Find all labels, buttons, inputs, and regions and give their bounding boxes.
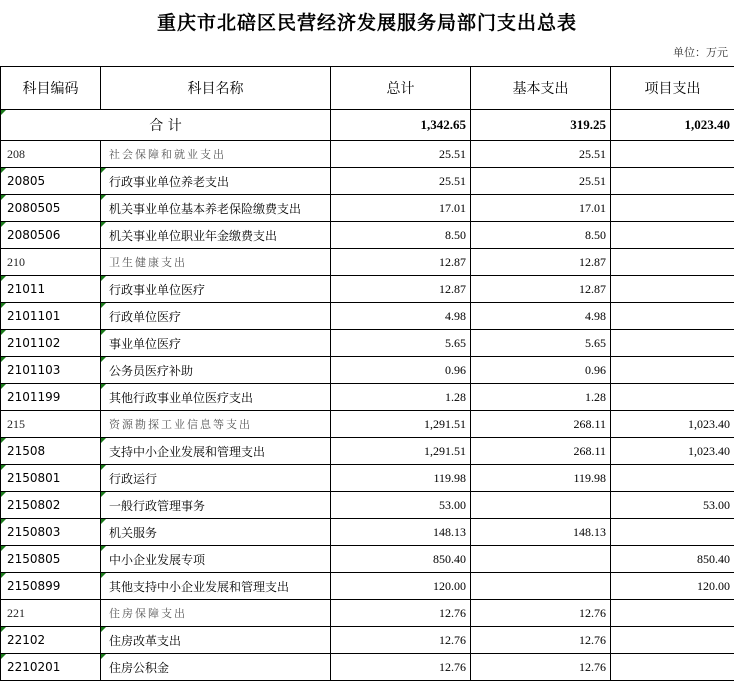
row-basic: 0.96 (471, 357, 611, 384)
row-total: 12.76 (331, 627, 471, 654)
row-total: 5.65 (331, 330, 471, 357)
row-code: 215 (1, 411, 101, 438)
row-project (611, 384, 734, 411)
row-project (611, 654, 734, 681)
row-name: 卫生健康支出 (101, 249, 331, 276)
table-row (1, 438, 734, 465)
row-name: 行政事业单位养老支出 (101, 168, 331, 195)
row-total: 1,291.51 (331, 411, 471, 438)
row-project (611, 168, 734, 195)
row-total: 12.76 (331, 654, 471, 681)
row-code: 2150802 (1, 492, 101, 519)
expenditure-table (0, 66, 734, 681)
row-basic: 25.51 (471, 141, 611, 168)
row-basic: 12.87 (471, 249, 611, 276)
header-name: 科目名称 (101, 67, 331, 110)
row-code: 2150899 (1, 573, 101, 600)
row-total: 1,291.51 (331, 438, 471, 465)
unit-label: 单位：万元 (673, 46, 728, 59)
row-project (611, 627, 734, 654)
row-code: 2101199 (1, 384, 101, 411)
row-name: 机关服务 (101, 519, 331, 546)
row-project: 850.40 (611, 546, 734, 573)
total-basic: 319.25 (471, 110, 611, 141)
row-code: 2101102 (1, 330, 101, 357)
table-row (1, 600, 734, 627)
table-row (1, 357, 734, 384)
row-code: 21508 (1, 438, 101, 465)
row-project: 120.00 (611, 573, 734, 600)
total-row (1, 110, 734, 141)
row-name: 社会保障和就业支出 (101, 141, 331, 168)
table-header-row (1, 67, 734, 110)
total-sum: 1,342.65 (331, 110, 471, 141)
row-name: 资源勘探工业信息等支出 (101, 411, 331, 438)
row-total: 0.96 (331, 357, 471, 384)
row-basic (471, 546, 611, 573)
row-name: 中小企业发展专项 (101, 546, 331, 573)
header-total: 总计 (331, 67, 471, 110)
row-code: 2150803 (1, 519, 101, 546)
row-total: 53.00 (331, 492, 471, 519)
row-code: 21011 (1, 276, 101, 303)
row-total: 12.76 (331, 600, 471, 627)
row-code: 2150801 (1, 465, 101, 492)
row-basic (471, 573, 611, 600)
table-row (1, 492, 734, 519)
row-code: 2080506 (1, 222, 101, 249)
row-total: 17.01 (331, 195, 471, 222)
row-basic: 5.65 (471, 330, 611, 357)
table-row (1, 519, 734, 546)
row-project (611, 465, 734, 492)
row-name: 行政单位医疗 (101, 303, 331, 330)
row-project (611, 357, 734, 384)
row-project (611, 330, 734, 357)
row-project (611, 600, 734, 627)
row-basic: 1.28 (471, 384, 611, 411)
row-basic: 268.11 (471, 411, 611, 438)
row-basic: 119.98 (471, 465, 611, 492)
row-code: 208 (1, 141, 101, 168)
row-total: 148.13 (331, 519, 471, 546)
row-basic: 17.01 (471, 195, 611, 222)
row-name: 事业单位医疗 (101, 330, 331, 357)
table-row (1, 249, 734, 276)
table-row (1, 546, 734, 573)
row-project: 1,023.40 (611, 438, 734, 465)
row-name: 机关事业单位基本养老保险缴费支出 (101, 195, 331, 222)
row-name: 支持中小企业发展和管理支出 (101, 438, 331, 465)
header-code: 科目编码 (1, 67, 101, 110)
row-basic: 25.51 (471, 168, 611, 195)
row-name: 行政运行 (101, 465, 331, 492)
table-row (1, 627, 734, 654)
table-row (1, 303, 734, 330)
row-code: 2080505 (1, 195, 101, 222)
row-project (611, 519, 734, 546)
row-code: 20805 (1, 168, 101, 195)
total-project: 1,023.40 (611, 110, 734, 141)
row-project: 1,023.40 (611, 411, 734, 438)
row-basic: 12.87 (471, 276, 611, 303)
row-code: 22102 (1, 627, 101, 654)
row-basic: 148.13 (471, 519, 611, 546)
row-name: 住房保障支出 (101, 600, 331, 627)
row-total: 1.28 (331, 384, 471, 411)
row-total: 4.98 (331, 303, 471, 330)
row-code: 2101103 (1, 357, 101, 384)
table-row (1, 276, 734, 303)
row-code: 2150805 (1, 546, 101, 573)
row-code: 2101101 (1, 303, 101, 330)
page-title: 重庆市北碚区民营经济发展服务局部门支出总表 (156, 11, 577, 34)
row-total: 12.87 (331, 276, 471, 303)
row-basic (471, 492, 611, 519)
row-basic: 12.76 (471, 600, 611, 627)
row-name: 住房公积金 (101, 654, 331, 681)
row-total: 8.50 (331, 222, 471, 249)
row-total: 12.87 (331, 249, 471, 276)
header-basic: 基本支出 (471, 67, 611, 110)
table-row (1, 384, 734, 411)
table-row (1, 573, 734, 600)
row-code: 210 (1, 249, 101, 276)
row-project: 53.00 (611, 492, 734, 519)
row-name: 其他行政事业单位医疗支出 (101, 384, 331, 411)
table-row (1, 168, 734, 195)
row-total: 25.51 (331, 168, 471, 195)
table-row (1, 411, 734, 438)
row-project (611, 276, 734, 303)
total-label: 合 计 (1, 110, 331, 141)
table-row (1, 465, 734, 492)
row-code: 2210201 (1, 654, 101, 681)
row-name: 机关事业单位职业年金缴费支出 (101, 222, 331, 249)
row-project (611, 195, 734, 222)
row-name: 住房改革支出 (101, 627, 331, 654)
row-total: 119.98 (331, 465, 471, 492)
row-name: 公务员医疗补助 (101, 357, 331, 384)
table-row (1, 654, 734, 681)
table-row (1, 141, 734, 168)
row-basic: 8.50 (471, 222, 611, 249)
row-name: 其他支持中小企业发展和管理支出 (101, 573, 331, 600)
table-row (1, 195, 734, 222)
row-total: 120.00 (331, 573, 471, 600)
row-project (611, 303, 734, 330)
row-basic: 12.76 (471, 627, 611, 654)
row-basic: 4.98 (471, 303, 611, 330)
row-basic: 268.11 (471, 438, 611, 465)
table-row (1, 222, 734, 249)
row-project (611, 249, 734, 276)
row-code: 221 (1, 600, 101, 627)
header-project: 项目支出 (611, 67, 734, 110)
row-basic: 12.76 (471, 654, 611, 681)
row-total: 25.51 (331, 141, 471, 168)
row-name: 一般行政管理事务 (101, 492, 331, 519)
row-total: 850.40 (331, 546, 471, 573)
table-row (1, 330, 734, 357)
row-project (611, 222, 734, 249)
row-project (611, 141, 734, 168)
row-name: 行政事业单位医疗 (101, 276, 331, 303)
